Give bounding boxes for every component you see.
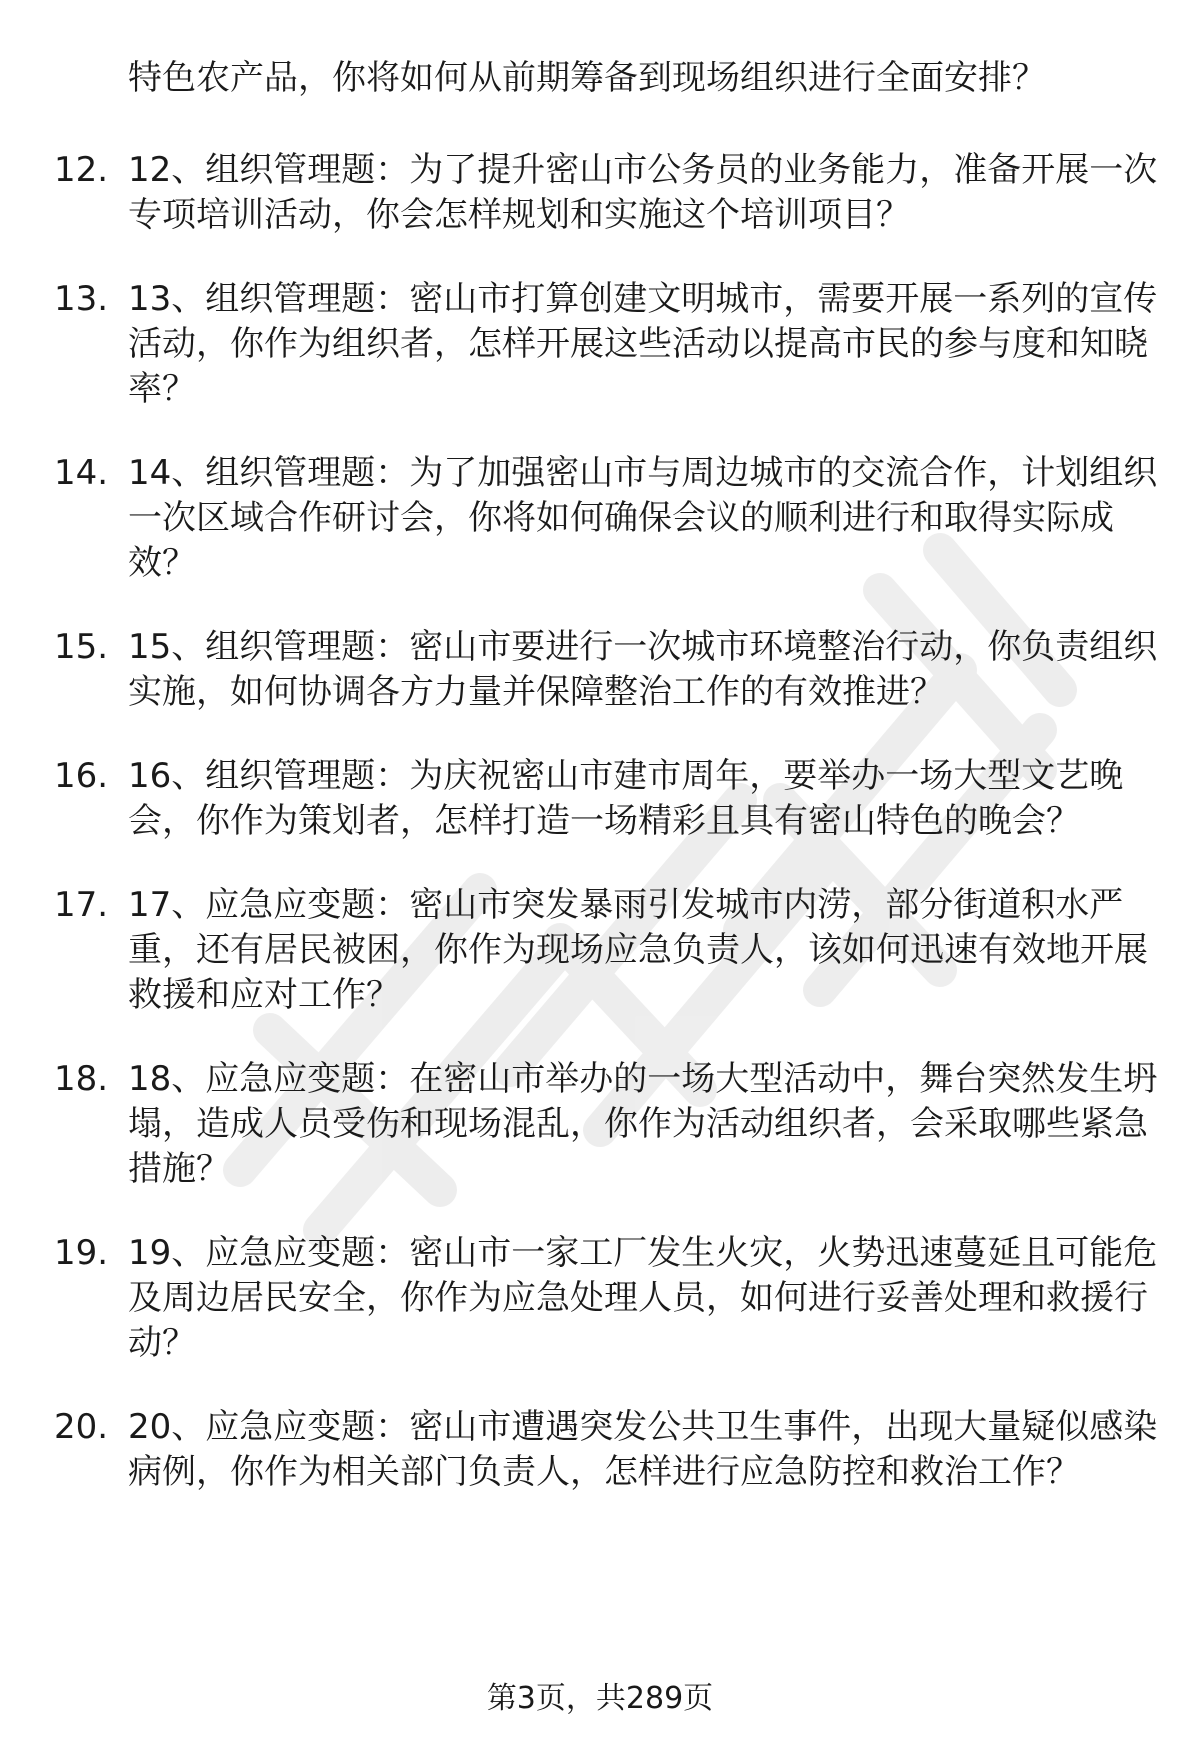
question-item: [0, 754, 1200, 844]
question-number: 14.: [54, 453, 109, 493]
question-item: [0, 625, 1200, 715]
question-item: [0, 451, 1200, 586]
question-item: [0, 883, 1200, 1018]
question-list: [0, 148, 1200, 1534]
question-text: 20、应急应变题：密山市遭遇突发公共卫生事件，出现大量疑似感染病例，你作为相关部门负责人，怎样进行应急防控和救治工作？: [128, 1407, 1158, 1492]
question-item: [0, 277, 1200, 412]
question-text: 17、应急应变题：密山市突发暴雨引发城市内涝，部分街道积水严重，还有居民被困，你作为现场应急负责人，该如何迅速有效地开展救援和应对工作？: [128, 885, 1148, 1015]
question-item: [0, 1231, 1200, 1366]
question-text: 16、组织管理题：为庆祝密山市建市周年，要举办一场大型文艺晚会，你作为策划者，怎样打造一场精彩且具有密山特色的晚会？: [128, 756, 1124, 841]
question-item: [0, 1405, 1200, 1495]
question-number: 18.: [54, 1059, 109, 1099]
question-number: 12.: [54, 150, 109, 190]
question-number: 20.: [54, 1407, 109, 1447]
question-text: 15、组织管理题：密山市要进行一次城市环境整治行动，你负责组织实施，如何协调各方力量并保障整治工作的有效推进？: [128, 627, 1158, 712]
question-item: [0, 1057, 1200, 1192]
question-text: 14、组织管理题：为了加强密山市与周边城市的交流合作，计划组织一次区域合作研讨会，你将如何确保会议的顺利进行和取得实际成效？: [128, 453, 1158, 583]
continuation-paragraph: 特色农产品，你将如何从前期筹备到现场组织进行全面安排？: [128, 58, 1046, 98]
question-text: 12、组织管理题：为了提升密山市公务员的业务能力，准备开展一次专项培训活动，你会怎样规划和实施这个培训项目？: [128, 150, 1158, 235]
question-text: 13、组织管理题：密山市打算创建文明城市，需要开展一系列的宣传活动，你作为组织者，怎样开展这些活动以提高市民的参与度和知晓率？: [128, 279, 1158, 409]
question-number: 13.: [54, 279, 109, 319]
question-number: 19.: [54, 1233, 109, 1273]
question-number: 17.: [54, 885, 109, 925]
question-number: 16.: [54, 756, 109, 796]
question-text: 19、应急应变题：密山市一家工厂发生火灾，火势迅速蔓延且可能危及周边居民安全，你作为应急处理人员，如何进行妥善处理和救援行动？: [128, 1233, 1158, 1363]
question-number: 15.: [54, 627, 109, 667]
question-text: 18、应急应变题：在密山市举办的一场大型活动中，舞台突然发生坍塌，造成人员受伤和现场混乱，你作为活动组织者，会采取哪些紧急措施？: [128, 1059, 1158, 1189]
question-item: [0, 148, 1200, 238]
page-footer: 第3页，共289页: [486, 1681, 714, 1716]
